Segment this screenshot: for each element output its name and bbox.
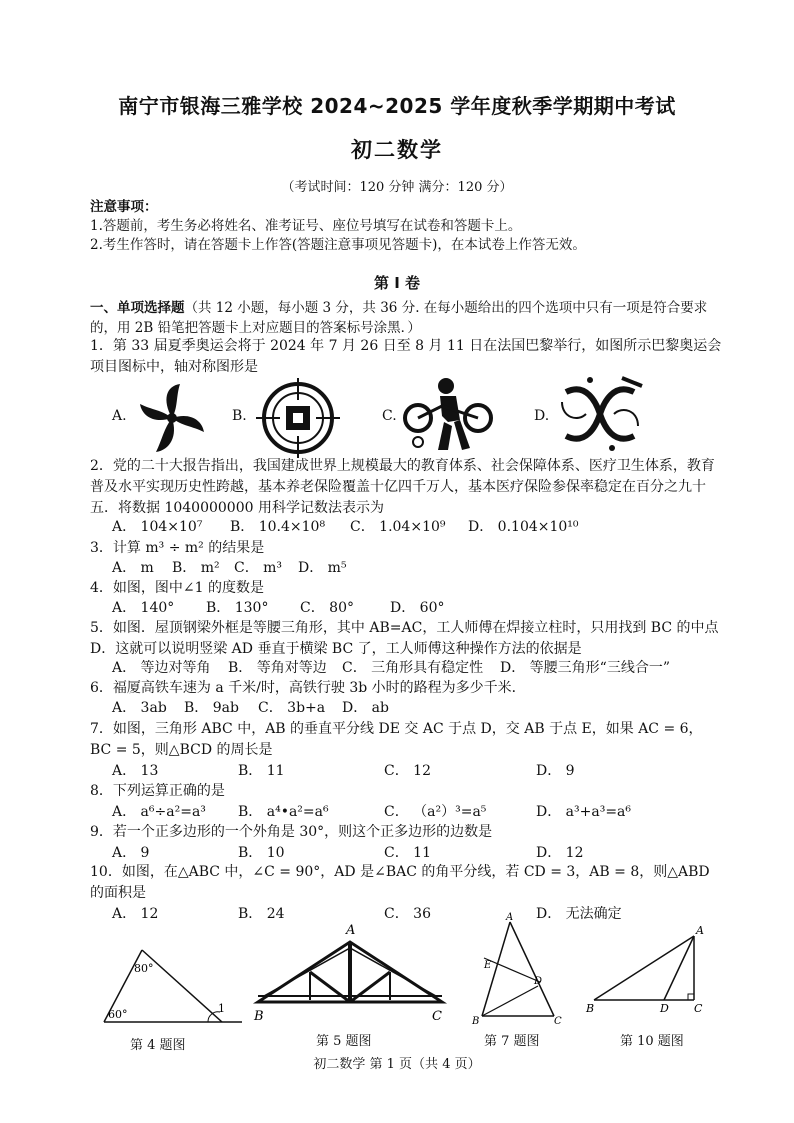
fig7-label-d: D <box>534 976 543 987</box>
fig7-label-b: B <box>472 1016 480 1026</box>
question-text: 下列运算正确的是 <box>112 783 225 799</box>
option-a: A． 等边对等角 <box>112 660 211 676</box>
option-d: D． 9 <box>536 763 575 779</box>
question-text: 计算 m³ ÷ m² 的结果是 <box>112 540 265 556</box>
option-b: B． 130° <box>206 600 269 616</box>
question-10 <box>90 862 722 904</box>
option-c: C． 3b+a <box>258 700 326 716</box>
option-a: A． m <box>112 560 154 576</box>
fig4-angle-mark: 1 <box>218 1002 225 1015</box>
option-a: A． a⁶÷a²=a³ <box>112 804 206 820</box>
fig10-label-b: B <box>586 1002 595 1014</box>
notes-item: 2.考生作答时，请在答题卡上作答(答题注意事项见答题卡)，在本试卷上作答无效。 <box>90 237 586 253</box>
option-c-label: C. <box>382 408 397 424</box>
option-c: C． 36 <box>384 906 431 922</box>
option-c: C． 12 <box>384 763 431 779</box>
fig5-label-c: C <box>432 1009 442 1024</box>
question-text: 如图，图中∠1 的度数是 <box>112 580 265 596</box>
option-d: D． 等腰三角形“三线合一” <box>500 660 670 676</box>
exam-info: （考试时间：120 分钟 满分：120 分） <box>281 180 513 195</box>
fig4-angle-top: 80° <box>134 962 154 975</box>
fig5-label-a: A <box>346 923 356 938</box>
question-number: 1． <box>90 338 113 354</box>
option-b: B． m² <box>172 560 220 576</box>
option-c: C． m³ <box>234 560 283 576</box>
option-b: B． 11 <box>238 763 285 779</box>
option-a-label: A. <box>112 408 127 424</box>
option-d: D． a³+a³=a⁶ <box>536 804 632 820</box>
section-title: 一、单项选择题 <box>90 300 185 316</box>
question-4 <box>90 578 722 599</box>
figure-5-roof-truss <box>250 920 450 1026</box>
section-desc: （共 12 小题，每小题 3 分，共 36 分. 在每小题给出的四个选项中只有一项是符合要求的，用 2B 铅笔把答题卡上对应题目的答案标号涂黑．） <box>90 300 708 336</box>
question-6 <box>90 678 722 699</box>
option-b: B． a⁴•a²=a⁶ <box>238 804 329 820</box>
question-number: 5． <box>90 620 113 636</box>
fig10-label-c: C <box>694 1002 703 1014</box>
notes-block <box>90 198 730 255</box>
question-text: 福厦高铁车速为 a 千米/时，高铁行驶 3b 小时的路程为多少千米． <box>112 680 526 696</box>
question-number: 4． <box>90 580 113 596</box>
question-7 <box>90 719 722 761</box>
question-text: 第 33 届夏季奥运会将于 2024 年 7 月 26 日至 8 月 11 日在法国巴黎举行，如图所示巴黎奥运会项目图标中，轴对称图形是 <box>90 338 722 375</box>
question-text: 如图，三角形 ABC 中，AB 的垂直平分线 DE 交 AC 于点 D，交 AB 于点 E，如果 AC = 6，BC = 5，则△BCD 的周长是 <box>90 721 703 758</box>
fig10-label-d: D <box>660 1002 669 1014</box>
fig7-label-c: C <box>554 1016 562 1026</box>
notes-heading: 注意事项： <box>90 199 158 215</box>
fig4-angle-left: 60° <box>108 1008 128 1021</box>
question-5 <box>90 618 722 660</box>
option-d: D． ab <box>342 700 389 716</box>
option-d: D． 12 <box>536 845 584 861</box>
option-b: B． 9ab <box>184 700 239 716</box>
question-number: 9． <box>90 824 113 840</box>
question-2 <box>90 456 722 519</box>
question-text: 如图．屋顶钢梁外框是等腰三角形，其中 AB=AC，工人师傅在焊接立柱时，只用找到 BC 的中点 D．这就可以说明竖梁 AD 垂直于横梁 BC 了，工人师傅这种操作方法的依据是 <box>90 620 719 657</box>
option-c: C． 80° <box>300 600 354 616</box>
question-number: 8． <box>90 783 113 799</box>
option-a: A． 3ab <box>112 700 167 716</box>
question-8 <box>90 781 722 802</box>
option-b: B． 24 <box>238 906 285 922</box>
fig7-label-e: E <box>484 960 492 971</box>
question-number: 6． <box>90 680 113 696</box>
option-b: B． 等角对等边 <box>228 660 327 676</box>
option-d: D． m⁵ <box>298 560 347 576</box>
option-d: D． 无法确定 <box>536 906 622 922</box>
figure-10-caption: 第 10 题图 <box>620 1034 684 1049</box>
option-c: C． （a²）³=a⁵ <box>384 804 487 820</box>
exam-title: 南宁市银海三雅学校 2024~2025 学年度秋季学期期中考试 <box>118 94 676 118</box>
option-c: C． 1.04×10⁹ <box>350 519 446 535</box>
figure-7-caption: 第 7 题图 <box>484 1034 540 1049</box>
propeller-icon <box>132 380 212 456</box>
target-icon <box>256 378 340 458</box>
option-a: A． 140° <box>112 600 175 616</box>
figure-10-triangle <box>584 920 714 1014</box>
question-text: 如图，在△ABC 中，∠C = 90°，AD 是∠BAC 的角平分线，若 CD = 3，AB = 8，则△ABD 的面积是 <box>90 864 710 901</box>
option-d: D． 60° <box>390 600 445 616</box>
question-text: 若一个正多边形的一个外角是 30°，则这个正多边形的边数是 <box>112 824 493 840</box>
page-footer: 初二数学 第 1 页（共 4 页） <box>313 1057 481 1072</box>
fig7-label-a: A <box>506 912 514 923</box>
option-a: A． 104×10⁷ <box>112 519 203 535</box>
section-heading <box>90 298 720 338</box>
option-a: A． 12 <box>112 906 159 922</box>
figure-4-triangle <box>96 940 246 1026</box>
option-b: B． 10.4×10⁸ <box>230 519 326 535</box>
option-c: C． 11 <box>384 845 431 861</box>
figure-4-caption: 第 4 题图 <box>130 1038 186 1053</box>
figure-5-caption: 第 5 题图 <box>316 1034 372 1049</box>
exam-subject: 初二数学 <box>351 138 443 162</box>
fig5-label-b: B <box>254 1009 264 1024</box>
option-b-label: B. <box>232 408 247 424</box>
figure-7-triangle <box>470 912 570 1026</box>
question-9 <box>90 822 722 843</box>
option-d: D． 0.104×10¹⁰ <box>468 519 579 535</box>
question-number: 10． <box>90 864 122 880</box>
question-number: 7． <box>90 721 113 737</box>
cyclist-icon <box>402 376 494 456</box>
notes-item: 1.答题前，考生务必将姓名、准考证号、座位号填写在试卷和答题卡上。 <box>90 218 522 234</box>
volume-title: 第 I 卷 <box>373 274 421 292</box>
loop-track-icon <box>556 372 644 456</box>
option-a: A． 9 <box>112 845 150 861</box>
question-number: 2． <box>90 458 113 474</box>
fig10-label-a: A <box>696 924 704 937</box>
option-a: A． 13 <box>112 763 159 779</box>
question-3 <box>90 538 722 559</box>
option-c: C． 三角形具有稳定性 <box>342 660 484 676</box>
question-text: 党的二十大报告指出，我国建成世界上规模最大的教育体系、社会保障体系、医疗卫生体系，教育普及水平实现历史性跨越，基本养老保险覆盖十亿四千万人，基本医疗保险参保率稳定在百分之九十五．将数据 1040000000 用科学记数法表示为 <box>90 458 715 516</box>
question-number: 3． <box>90 540 113 556</box>
option-b: B． 10 <box>238 845 285 861</box>
option-d-label: D. <box>534 408 550 424</box>
